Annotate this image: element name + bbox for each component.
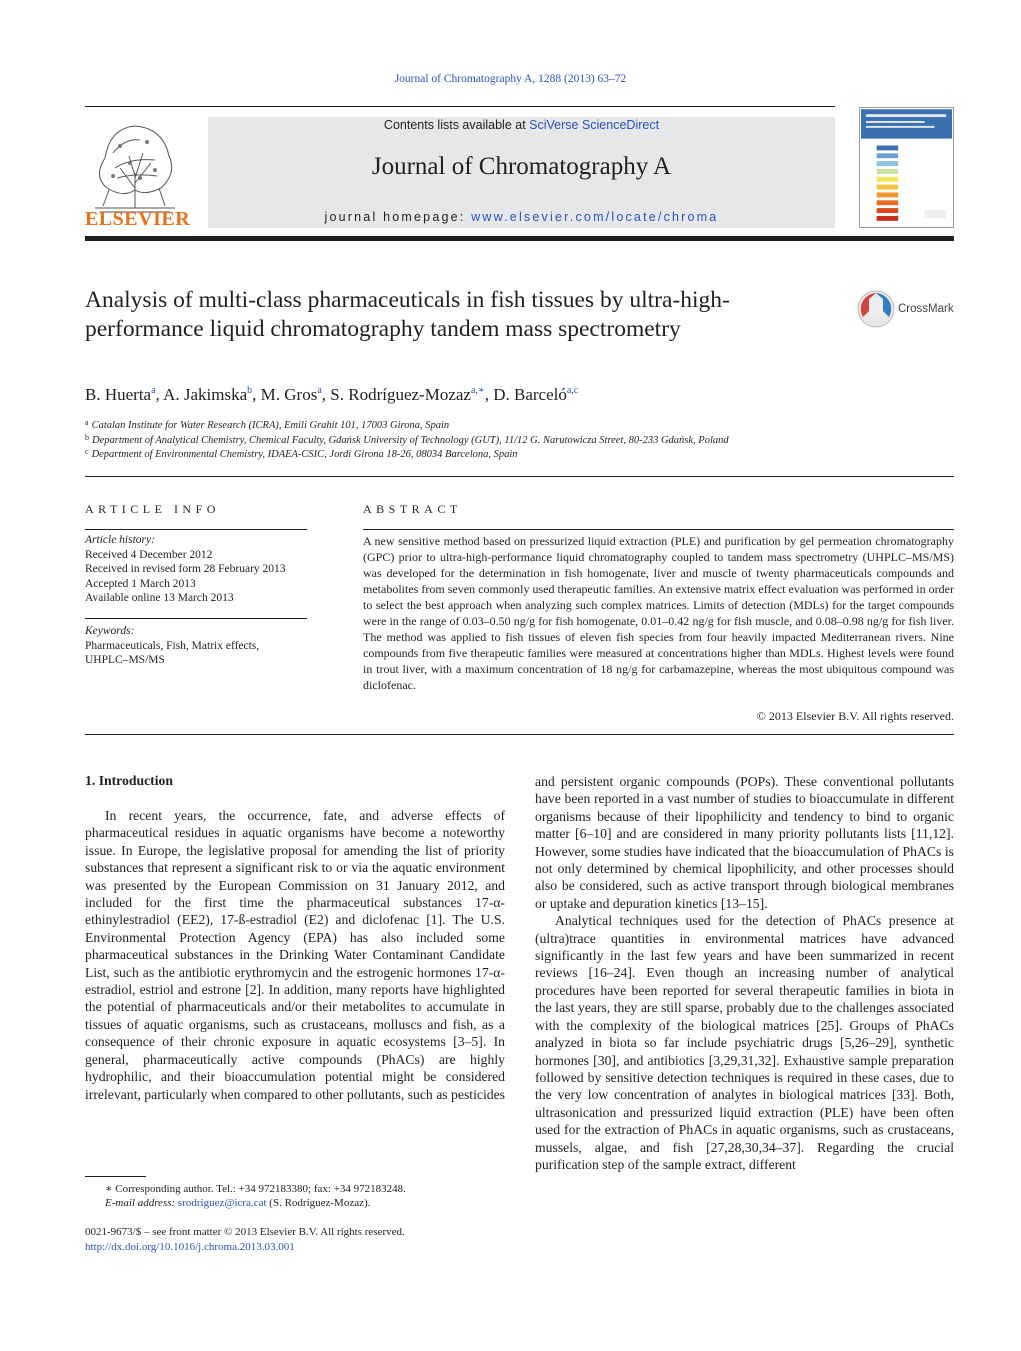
- body-paragraph: Analytical techniques used for the detection of PhACs presence at (ultra)trace quantities in environmental matrices have advanced significantly in the last few years and have been summarized in recent reviews [16–24]. Even though an increasing number of analytical procedures have been reported for several therapeutic families in biota in the last years, they are still sparse, probably due to the challenges associated with the complexity of the biological matrices [25]. Groups of PhACs analyzed in biota so far include psychiatric drugs [5,26–29], synthetic hormones [30], and antibiotics [3,29,31,32]. Exhaustive sample preparation followed by sensitive detection techniques is required in these cases, due to the very low concentration of analytes in biological matrices [33]. Both, ultrasonication and pressurized liquid extraction (PLE) have been often used for the extraction of PhACs in aquatic organisms, such as crustaceans, mussels, algae, and fish [27,28,30,34–37]. Regarding the crucial purification step of the sample extract, different: [535, 913, 954, 1172]
- homepage-prefix: journal homepage:: [324, 210, 472, 224]
- section-heading-introduction: 1. Introduction: [85, 773, 173, 788]
- email-note: [105, 1197, 370, 1209]
- crossmark-label: CrossMark: [898, 303, 954, 315]
- email-link[interactable]: srodriguez@icra.cat: [177, 1197, 267, 1209]
- header-thick-rule: [85, 236, 954, 241]
- author-name[interactable]: A. Jakimska: [163, 385, 248, 404]
- article-title: Analysis of multi-class pharmaceuticals in fish tissues by ultra-high-performance liquid chromatography tandem mass spectrometry: [85, 287, 730, 342]
- history-item: Received in revised form 28 February 2013: [85, 563, 286, 575]
- issn-line: 0021-9673/$ – see front matter © 2013 Elsevier B.V. All rights reserved.: [85, 1226, 405, 1238]
- footnote-rule: [85, 1176, 146, 1177]
- body-column-left: In recent years, the occurrence, fate, and adverse effects of pharmaceutical residues in aquatic organisms have become a noteworthy issue. In Europe, the legislative proposal for amending the list of priority substances that represent a significant risk to or via the aquatic environment was presented by the European Commission on 31 January 2012, and included for the first time the pharmaceutical substances 17-α-ethinylestradiol (EE2), 17-ß-estradiol (E2) and diclofenac [1]. The U.S. Environmental Protection Agency (EPA) has also included some pharmaceutical substances in the Drinking Water Contaminant Candidate List, such as the antibiotic erythromycin and the estrogenic hormones 17-α-estradiol, estriol and estrone [2]. In addition, many reports have highlighted the potential of pharmaceuticals and/or their metabolites to accumulate in tissues of aquatic organisms, such as crustaceans, molluscs and fish, as a consequence of their chronic exposure in aquatic ecosystems [3–5]. In general, pharmaceutically active compounds (PhACs) are highly hydrophilic, and their bioaccumulation potential might be considered irrelevant, particularly when compared to other pollutants, such as pesticides: [85, 808, 505, 1102]
- affiliation-sup: a: [85, 418, 89, 427]
- email-label: E-mail address:: [105, 1197, 176, 1209]
- affiliation-a: [85, 418, 449, 431]
- history-item: Accepted 1 March 2013: [85, 577, 196, 590]
- keywords: [85, 624, 315, 668]
- keywords-rule: [85, 618, 307, 619]
- history-item: Received 4 December 2012: [85, 548, 213, 561]
- author-name[interactable]: B. Huerta: [85, 385, 152, 404]
- body-paragraph: and persistent organic compounds (POPs). These conventional pollutants have been reported in a vast number of studies to bioaccumulate in different organisms because of their lipophilicity and tendency to bind to organic matter [6–10] and are considered in many priority pollutants lists [11,12]. However, some studies have indicated that the bioaccumulation of PhACs is not only determined by chemical lipophilicity, and other processes should also be considered, such as active transport through biological membranes or uptake and depuration kinetics [13–15].: [535, 774, 954, 911]
- author-affil-sup[interactable]: a: [151, 385, 156, 396]
- abstract-body: A new sensitive method based on pressurized liquid extraction (PLE) and purification by gel permeation chromatography (GPC) prior to ultra-high-performance liquid chromatography coupled to tandem mass spectrometry (UHPLC–MS/MS) was developed for the determination in fish homogenate, liver and muscle of twenty pharmaceuticals compounds and metabolites from seven commonly used therapeutic families. An extensive matrix effect evaluation was performed in order to select the best approach when analyzing such complex matrices. Limits of detection (MDLs) for the target compounds were in the range of 0.03–0.50 ng/g for fish homogenate, 0.01–0.42 ng/g for fish muscle, and 0.08–0.98 ng/g for fish liver. The method was applied to fish tissues of eleven fish species from four heavily impacted Mediterranean rivers. Nine compounds from five therapeutic families were measured at concentrations higher than MDLs. Highest levels were found in trout liver, with a maximum concentration of 18 ng/g for carbamazepine, whereas the most ubiquitous compound was diclofenac.: [363, 534, 954, 692]
- article-history: [85, 533, 315, 606]
- abstract-copyright: © 2013 Elsevier B.V. All rights reserved.: [756, 709, 954, 723]
- history-label: Article history:: [85, 534, 155, 546]
- affiliation-b: [85, 433, 729, 446]
- author-name[interactable]: M. Gros: [260, 385, 318, 404]
- contents-prefix: Contents lists available at: [383, 118, 530, 132]
- affiliation-rule: [85, 476, 954, 477]
- author-affil-sup[interactable]: b: [247, 385, 253, 396]
- keywords-line: Pharmaceuticals, Fish, Matrix effects,: [85, 639, 260, 652]
- affiliation-text: Catalan Institute for Water Research (ICRA), Emili Grahit 101, 17003 Girona, Spain: [91, 420, 450, 431]
- author-list: B. Huerta$^a$, A. Jakimska$^b$, M. Gros$^a$, S. Rodríguez-Mozaz$^{a,∗}$, D. Barceló$^{a,c}$: [85, 385, 579, 404]
- author-name[interactable]: D. Barceló: [493, 385, 567, 404]
- affiliation-text: Department of Environmental Chemistry, IDAEA-CSIC, Jordi Girona 18-26, 08034 Barcelona, Spain: [91, 449, 518, 460]
- keywords-label: Keywords:: [85, 625, 135, 637]
- sciencedirect-link[interactable]: SciVerse ScienceDirect: [529, 118, 660, 132]
- body-column-right: [535, 773, 954, 1173]
- affiliation-sup: b: [85, 433, 89, 442]
- email-suffix: (S. Rodríguez-Mozaz).: [266, 1197, 371, 1209]
- contents-line: [208, 118, 835, 132]
- journal-cover-thumbnail: [859, 107, 954, 228]
- journal-title: Journal of Chromatography A: [371, 153, 672, 180]
- publisher-wordmark: ELSEVIER: [85, 208, 191, 230]
- doi-link[interactable]: [85, 1241, 295, 1253]
- abstract-rule: [363, 529, 954, 530]
- affiliation-c: [85, 447, 518, 460]
- homepage-line: [208, 210, 835, 224]
- corresponding-author-note: ∗ Corresponding author. Tel.: +34 972183380; fax: +34 972183248.: [105, 1183, 406, 1195]
- article-info-heading: ARTICLE INFO: [85, 502, 220, 516]
- crossmark-badge[interactable]: [857, 289, 957, 329]
- keywords-line: UHPLC–MS/MS: [85, 654, 165, 666]
- author-affil-sup[interactable]: a: [317, 385, 322, 396]
- history-item: Available online 13 March 2013: [85, 592, 234, 604]
- body-rule: [85, 734, 954, 735]
- homepage-link[interactable]: www.elsevier.com/locate/chroma: [471, 210, 719, 224]
- info-rule: [85, 529, 307, 530]
- author-affil-sup[interactable]: a,c: [566, 385, 579, 396]
- header-rule: [85, 106, 835, 107]
- affiliation-text: Department of Analytical Chemistry, Chemical Faculty, Gdańsk University of Technology (GUT), 11/12 G. Narutowicza Street, 80-233 Gdańsk, Poland: [92, 435, 729, 446]
- author-name[interactable]: S. Rodríguez-Mozaz: [330, 385, 471, 404]
- abstract-heading: ABSTRACT: [363, 502, 462, 516]
- author-affil-sup[interactable]: a,∗: [470, 385, 485, 396]
- doi-link-text[interactable]: http://dx.doi.org/10.1016/j.chroma.2013.03.001: [85, 1241, 295, 1253]
- crossmark-icon: [857, 289, 895, 329]
- journal-citation[interactable]: Journal of Chromatography A, 1288 (2013) 63–72: [394, 73, 627, 85]
- affiliation-sup: c: [85, 447, 89, 456]
